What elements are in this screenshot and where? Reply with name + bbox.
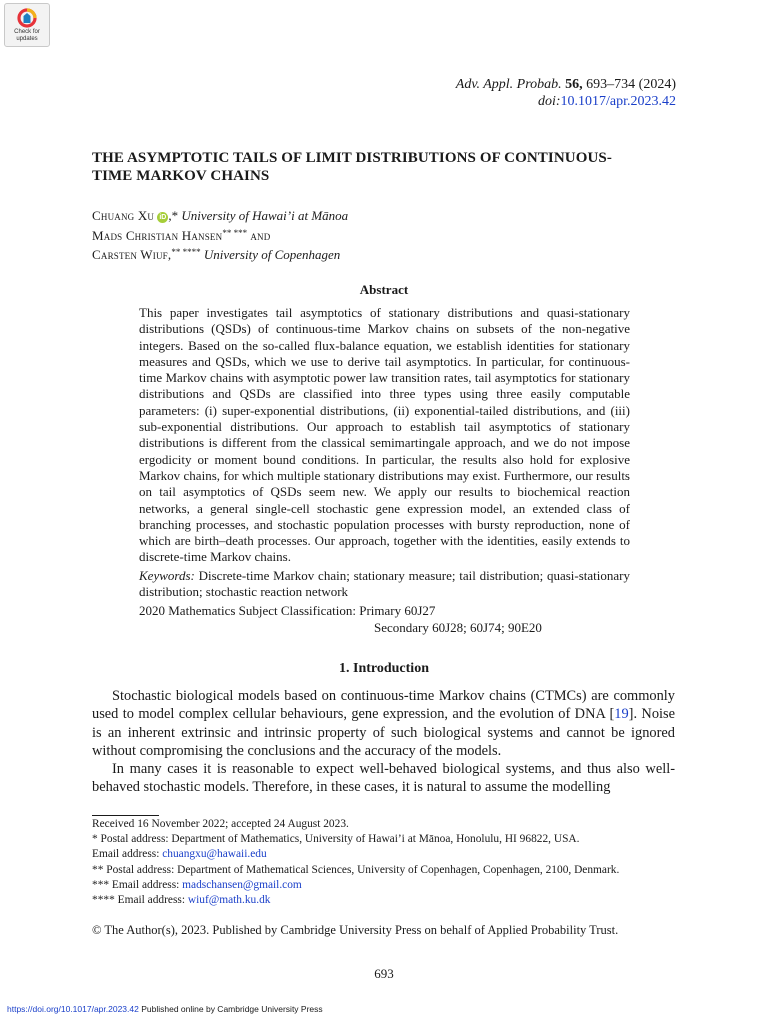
footnotes <box>92 817 675 908</box>
journal-pages: 693–734 (2024) <box>586 77 676 92</box>
author-list <box>92 207 348 264</box>
citation-link[interactable]: 19 <box>614 706 629 723</box>
footnote-1: * Postal address: Department of Mathematics, University of Hawai’i at Mānoa, Honolulu, HI 96822, USA. <box>92 833 580 846</box>
keywords-list: Discrete-time Markov chain; stationary measure; tail distribution; quasi-stationary distribution; stochastic reaction network <box>139 568 630 600</box>
author-2 <box>92 225 348 245</box>
bottom-doi-link[interactable]: https://doi.org/10.1017/apr.2023.42 <box>7 1004 139 1014</box>
email-label: Email address: <box>92 848 163 861</box>
intro-paragraph-1 <box>92 687 675 760</box>
footnote-1-email <box>92 847 675 862</box>
email-link[interactable]: wiuf@math.ku.dk <box>187 894 271 907</box>
journal-volume: 56, <box>565 77 583 92</box>
copyright-notice: © The Author(s), 2023. Published by Cambridge University Press on behalf of Applied Probability Trust. <box>92 923 619 937</box>
doi-prefix: doi: <box>537 94 561 109</box>
keywords-label: Keywords: <box>139 568 195 583</box>
badge-label-2: updates <box>16 35 38 42</box>
journal-name: Adv. Appl. Probab. <box>455 77 562 92</box>
orcid-icon[interactable]: iD <box>159 214 167 221</box>
introduction-body <box>92 687 675 797</box>
keywords <box>139 568 630 601</box>
author-name: Mads Christian Hansen <box>92 227 223 243</box>
email-label: **** Email address: <box>92 894 188 907</box>
paper-title: THE ASYMPTOTIC TAILS OF LIMIT DISTRIBUTIONS OF CONTINUOUS-TIME MARKOV CHAINS <box>92 150 612 184</box>
intro-paragraph-2: In many cases it is reasonable to expect well-behaved biological systems, and thus also well-behaved stochastic models. Therefore, in these cases, it is natural to assume the modelling <box>92 761 675 796</box>
intro-text: ]. Noise is an inherent extrinsic and intrinsic property of such biological systems and cannot be ignored without compromising the conclusions and the accuracy of the models. <box>92 706 676 759</box>
msc-primary: 2020 Mathematics Subject Classification: Primary 60J27 <box>139 603 436 618</box>
author-conjunction: and <box>250 227 271 243</box>
published-note: Published online by Cambridge University Press <box>138 1004 323 1014</box>
badge-label-1: Check for <box>14 29 40 35</box>
author-3 <box>92 244 348 264</box>
author-1 <box>92 207 348 225</box>
email-link[interactable]: madschansen@gmail.com <box>182 878 302 891</box>
check-for-updates-badge[interactable] <box>4 3 50 47</box>
author-affiliation: University of Hawai’i at Mānoa <box>181 208 349 223</box>
section-heading: 1. Introduction <box>339 661 429 676</box>
abstract-heading: Abstract <box>359 282 409 297</box>
author-name: Chuang Xu <box>92 208 155 223</box>
footnote-2: ** Postal address: Department of Mathematical Sciences, University of Copenhagen, Copenhagen, 2100, Denmark. <box>92 863 620 876</box>
bottom-bar <box>7 1004 323 1014</box>
footnote-4 <box>92 893 675 908</box>
abstract-text: This paper investigates tail asymptotics of stationary distributions and quasi-stationary distributions (QSDs) of continuous-time Markov chains on subsets of the non-negative integers. Based on the so-called flux-balance equation, we establish identities for stationary measures and QSDs, which we use to derive tail asymptotics. In particular, for continuous-time Markov chains with asymptotic power law transition rates, tail asymptotics for stationary distributions and QSDs are classified into three types using three easily computable parameters: (i) super-exponential distributions, (ii) exponential-tailed distributions, and (iii) sub-exponential distributions. Our approach to establish tail asymptotics of stationary distributions is different from the classical semimartingale approach, and we do not impose ergodicity or moment bound conditions. In particular, the results also hold for explosive Markov chains, for which multiple stationary distributions may exist. Furthermore, our results on tail asymptotics of QSDs seem new. We apply our results to biochemical reaction networks, a general single-cell stochastic gene expression model, an extended class of branching processes, and stochastic population processes with bursty reproduction, none of which are birth–death processes. Our approach, together with the identities, easily extends to discrete-time Markov chains. <box>139 305 630 565</box>
page-number: 693 <box>374 966 394 981</box>
author-name: Carsten Wiuf, <box>92 247 172 262</box>
footnote-divider <box>92 815 159 816</box>
journal-citation <box>456 76 676 110</box>
author-mark: ** *** <box>222 227 248 238</box>
received-dates: Received 16 November 2022; accepted 24 August 2023. <box>92 818 349 830</box>
email-link[interactable]: chuangxu@hawaii.edu <box>162 848 267 861</box>
author-mark: ,* <box>168 208 179 223</box>
author-affiliation: University of Copenhagen <box>203 247 341 262</box>
crossmark-icon <box>17 8 37 28</box>
intro-text: Stochastic biological models based on continuous-time Markov chains (CTMCs) are commonly used to model complex cellular behaviours, gene expression, and the evolution of DNA [ <box>92 688 675 723</box>
email-label: *** Email address: <box>92 878 183 891</box>
msc-secondary: Secondary 60J28; 60J74; 90E20 <box>374 620 542 635</box>
footnote-3 <box>92 878 675 893</box>
doi-link[interactable]: 10.1017/apr.2023.42 <box>560 94 676 109</box>
author-mark: ** **** <box>171 247 201 257</box>
